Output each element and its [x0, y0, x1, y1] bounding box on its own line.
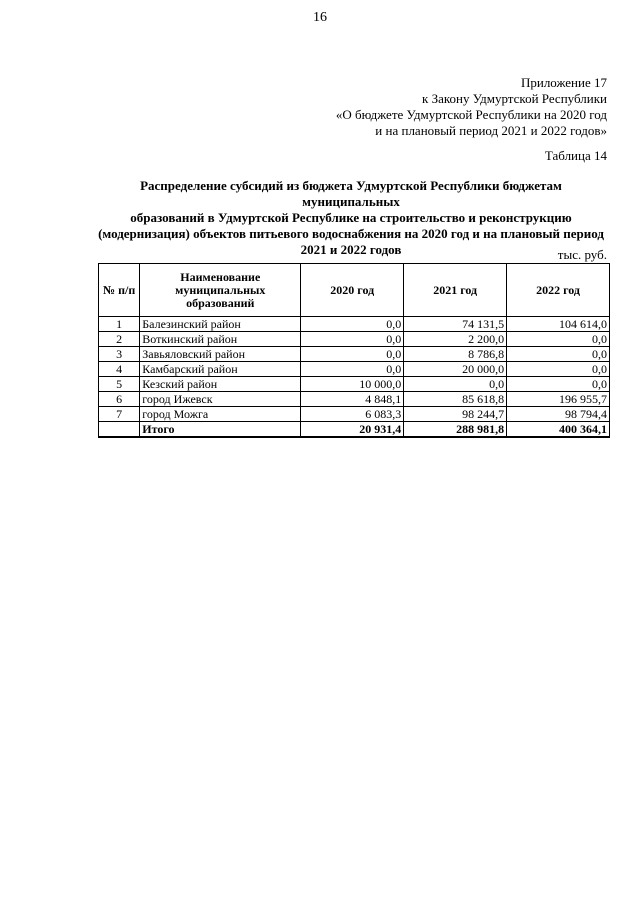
cell-2022: 0,0: [507, 332, 610, 347]
units-label: тыс. руб.: [557, 247, 607, 262]
table-row: [99, 332, 610, 347]
appendix-line-4: и на плановый период 2021 и 2022 годов»: [375, 123, 607, 138]
cell-num: 5: [99, 377, 140, 392]
cell-name: город Можга: [140, 407, 301, 422]
cell-2022: 104 614,0: [507, 317, 610, 332]
cell-name: Кезский район: [140, 377, 301, 392]
cell-2021: 2 200,0: [404, 332, 507, 347]
cell-2020: 0,0: [301, 317, 404, 332]
title-line-3: (модернизация) объектов питьевого водоснабжения на 2020 год и на плановый период: [98, 226, 604, 241]
cell-2022: 0,0: [507, 347, 610, 362]
table-row: [99, 407, 610, 422]
total-label: Итого: [140, 422, 301, 438]
cell-name: Завьяловский район: [140, 347, 301, 362]
cell-2020: 6 083,3: [301, 407, 404, 422]
cell-2021: 0,0: [404, 377, 507, 392]
table-total-row: [99, 422, 610, 438]
cell-num: 2: [99, 332, 140, 347]
cell-name: Воткинский район: [140, 332, 301, 347]
total-2020: 20 931,4: [301, 422, 404, 438]
cell-2020: 4 848,1: [301, 392, 404, 407]
table-row: [99, 362, 610, 377]
header-2020: 2020 год: [301, 264, 404, 317]
cell-num: 4: [99, 362, 140, 377]
header-name: Наименование муниципальных образований: [140, 264, 301, 317]
table-row: [99, 392, 610, 407]
cell-2022: 0,0: [507, 377, 610, 392]
title-line-1: Распределение субсидий из бюджета Удмуртской Республики бюджетам муниципальных: [140, 178, 562, 209]
cell-2021: 8 786,8: [404, 347, 507, 362]
subsidy-table: [98, 263, 610, 438]
appendix-line-2: к Закону Удмуртской Республики: [422, 91, 607, 106]
cell-num: 3: [99, 347, 140, 362]
cell-num: 1: [99, 317, 140, 332]
cell-2020: 0,0: [301, 362, 404, 377]
appendix-line-3: «О бюджете Удмуртской Республики на 2020 год: [335, 107, 607, 122]
cell-2020: 0,0: [301, 347, 404, 362]
table-number: Таблица 14: [544, 148, 607, 163]
title-line-2: образований в Удмуртской Республике на строительство и реконструкцию: [130, 210, 572, 225]
table-row: [99, 347, 610, 362]
header-num: № п/п: [99, 264, 140, 317]
cell-2020: 0,0: [301, 332, 404, 347]
total-num: [99, 422, 140, 438]
table-row: [99, 317, 610, 332]
cell-2022: 0,0: [507, 362, 610, 377]
cell-name: Балезинский район: [140, 317, 301, 332]
cell-2021: 85 618,8: [404, 392, 507, 407]
cell-2022: 98 794,4: [507, 407, 610, 422]
cell-2021: 20 000,0: [404, 362, 507, 377]
appendix-line-1: Приложение 17: [520, 75, 607, 90]
total-2022: 400 364,1: [507, 422, 610, 438]
cell-2021: 74 131,5: [404, 317, 507, 332]
header-2022: 2022 год: [507, 264, 610, 317]
title-line-4: 2021 и 2022 годов: [300, 242, 402, 257]
cell-num: 6: [99, 392, 140, 407]
cell-2021: 98 244,7: [404, 407, 507, 422]
appendix-header: [336, 75, 607, 139]
table-header-row: [99, 264, 610, 317]
header-2021: 2021 год: [404, 264, 507, 317]
table-row: [99, 377, 610, 392]
total-2021: 288 981,8: [404, 422, 507, 438]
page-number: 16: [313, 10, 327, 25]
cell-num: 7: [99, 407, 140, 422]
document-title: [90, 178, 612, 258]
cell-name: город Ижевск: [140, 392, 301, 407]
cell-2022: 196 955,7: [507, 392, 610, 407]
cell-name: Камбарский район: [140, 362, 301, 377]
cell-2020: 10 000,0: [301, 377, 404, 392]
